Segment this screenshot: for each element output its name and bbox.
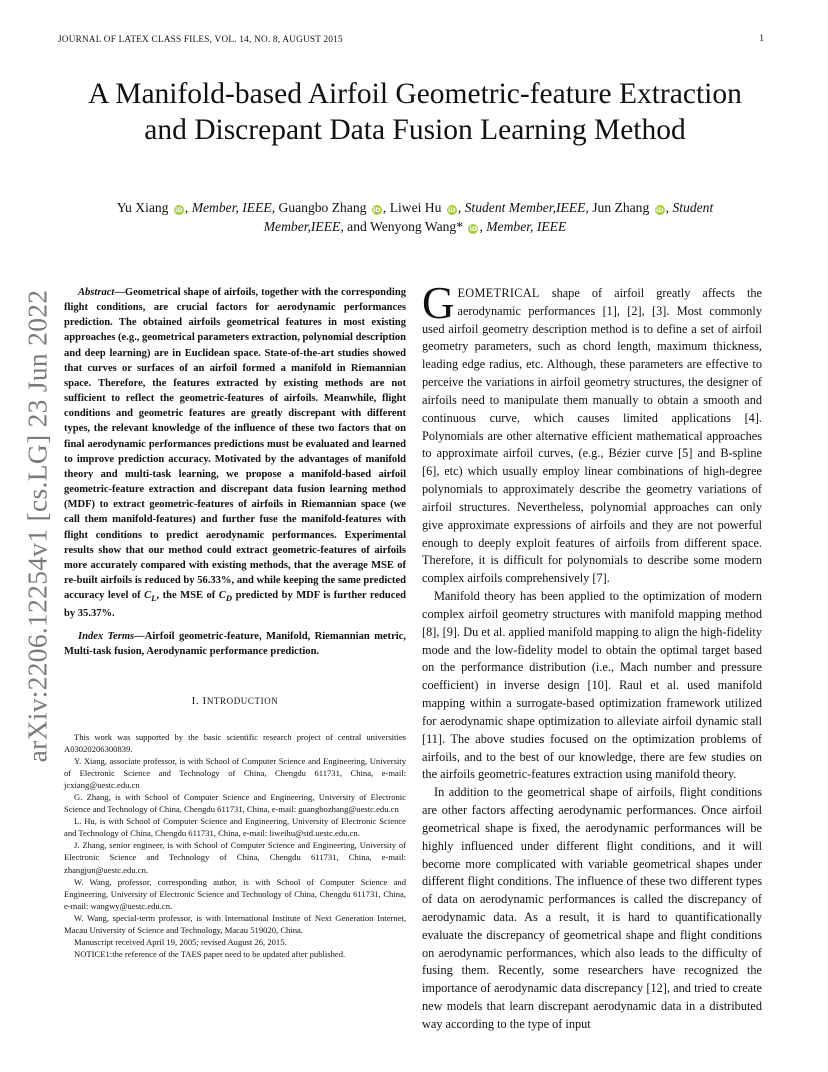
footnote: J. Zhang, senior engineer, is with School of Computer Science and Engineering, University of Electronic Science and Technology of China, Chengdu 611731, China, e-mail: zhangjun@uestc.edu.cn. xyxy=(64,840,406,875)
section-initial: I xyxy=(202,695,207,707)
paragraph: In addition to the geometrical shape of airfoils, flight conditions are other factors affecting aerodynamic performances. Once airfoil geometrical shape is fixed, the aerodynamic performances will be highly influenced under different flight conditions, and it will become more complicated with variable geometrical shapes under different flight conditions. The influence of these two different types of data on aerodynamic performances is called the discrepancy of aerodynamic data. As a result, it is hard to quantificationally evaluate the discrepancy of geometrical shape and flight conditions on aerodynamic performances, which also leads to the difficulty of fusing them. Recently, some researchers have recognized the importance of aerodynamic data discrepancy [12], and tried to create new models that learn discrepant aerodynamic data in a distributed way according to the type of input xyxy=(422,785,762,1031)
orcid-icon[interactable]: iD xyxy=(448,206,456,214)
math-cd: C xyxy=(218,590,226,602)
footnotes xyxy=(64,731,406,960)
footnote: This work was supported by the basic scientific research project of central universities A03020206300839. xyxy=(64,732,406,755)
author-role: Student Member,IEEE, xyxy=(263,200,714,234)
author-role: Member, IEEE, xyxy=(191,200,276,215)
orcid-icon[interactable]: iD xyxy=(373,206,381,214)
arxiv-identifier: arXiv:2206.12254v1 [cs.LG] 23 Jun 2022 xyxy=(21,289,52,763)
abstract xyxy=(64,285,406,622)
author-connector: and xyxy=(347,219,367,234)
abstract-text-mid: , the MSE of xyxy=(156,590,219,602)
footnote: W. Wang, professor, corresponding author, is with School of Computer Science and Engineering, University of Electronic Science and Technology of China, Chengdu 611731, China, e-mail: wangwy@uestc.edu.cn. xyxy=(64,876,406,911)
page-number: 1 xyxy=(759,34,764,44)
index-terms xyxy=(64,629,406,659)
footnote: G. Zhang, is with School of Computer Science and Engineering, University of Electronic Science and Technology of China, Chengdu 611731, China, e-mail: guangbozhang@uestc.edu.cn xyxy=(64,792,406,815)
paragraph-text: shape of airfoil greatly affects the aerodynamic performances [1], [2], [3]. Most commonly used airfoil geometry description method is to define a set of airfoil geometry parameters, such as chord length, maximum thickness, leading edge radius, etc. Although, these parameters are effective to perceive the variations in airfoil geometry structures, the designer of airfoils need to manipulate them manually to obtain a smooth and continuous curve, which causes limited applications [4]. Polynomials are other alternative efficient mathematical approaches to approximate airfoil curves, (e.g., Bézier curve [5] and B-spline [6], etc) which usually employ linear combinations of high-degree polynomials to approximately describe the geometry variations of airfoil structures. Nevertheless, polynomial approaches can only give approximate expressions of airfoils and they are not powerful enough to deeply exploit features of airfoils from different space. Therefore, it is difficult for polynomials to describe some modern complex airfoils comprehensively [7]. xyxy=(422,286,762,586)
arxiv-stamp xyxy=(10,289,64,763)
paragraph xyxy=(422,278,762,588)
paragraph: Manifold theory has been applied to the optimization of modern complex airfoil geometry structures with manifold mapping method [8], [9]. Du et al. applied manifold mapping to align the high-fidelity mode and the low-fidelity model to obtain the optimal target based on the performance distribution (i.e., Mach number and pressure coefficient) in inverse design [10]. Raul et al. used manifold mapping within a surrogate-based optimization framework utilized for aerodynamic shape optimization to alleviate airfoil dynamic stall [11]. The above studies focused on the optimization problems of airfoils, and to the best of our knowledge, there are few studies on the airfoils geometric-features extraction using manifold theory. xyxy=(422,589,762,782)
footnote: NOTICE1:the reference of the TAES paper need to be updated after published. xyxy=(74,948,346,959)
author-role: Student Member,IEEE, xyxy=(464,200,589,215)
orcid-icon[interactable]: iD xyxy=(175,206,183,214)
paper-title: A Manifold-based Airfoil Geometric-feature Extraction and Discrepant Data Fusion Learning Method xyxy=(88,78,742,146)
orcid-icon[interactable]: iD xyxy=(469,225,478,233)
section-numeral: I. xyxy=(191,695,200,707)
introduction-body xyxy=(422,278,762,1034)
author-name: Liwei Hu xyxy=(389,200,442,215)
index-terms-label: Index Terms xyxy=(78,631,135,642)
abstract-text-end: predicted by MDF is further reduced by 35.37%. xyxy=(64,590,407,620)
author-list: Yu Xiang iD , Member, IEEE, Guangbo Zhang iD , Liwei Hu iD , Student Member,IEEE, Jun Zhang iD , Student Member,IEEE, and Wenyong Wang* iD , Member, IEEE xyxy=(116,200,714,234)
math-cl: C xyxy=(144,590,152,602)
index-terms-text: —Airfoil geometric-feature, Manifold, Riemannian metric, Multi-task fusion, Aerodynamic performance prediction. xyxy=(64,631,407,658)
abstract-label: Abstract xyxy=(78,287,115,298)
footnote: Y. Xiang, associate professor, is with School of Computer Science and Engineering, University of Electronic Science and Technology of China, Chengdu 611731, China, e-mail: jcxiang@uestc.edu.cn xyxy=(64,756,406,791)
math-cl-sub: L xyxy=(151,593,157,604)
author-name: Wenyong Wang* xyxy=(369,219,464,234)
math-cd-sub: D xyxy=(225,593,233,604)
running-header: JOURNAL OF LATEX CLASS FILES, VOL. 14, NO. 8, AUGUST 2015 xyxy=(58,34,343,44)
orcid-icon[interactable]: iD xyxy=(655,206,664,214)
footnote: Manuscript received April 19, 2005; revised August 26, 2015. xyxy=(74,936,287,947)
author-name: Guangbo Zhang xyxy=(278,200,367,215)
footnote: W. Wang, special-term professor, is with International Institute of Next Generation Internet, Macau University of Science and Technology, Macau 519020, China. xyxy=(64,912,406,935)
author-role: Member, IEEE xyxy=(486,219,567,234)
section-heading xyxy=(64,695,406,707)
abstract-text: —Geometrical shape of airfoils, together with the corresponding flight conditions, are crucial factors for aerodynamic performances prediction. The obtained airfoils geometrical features in most existing approaches (e.g., geometrical parameters extraction, polynomial description and deep learning) are in Euclidean space. State-of-the-art studies showed that curves or surfaces of an airfoil formed a manifold in Riemannian space. Therefore, the features extracted by existing methods are not sufficient to reflect the geometric-features of airfoils. Meanwhile, flight conditions and geometric features are greatly discrepant with different types, the relevant knowledge of the influence of these two factors that on final aerodynamic performances predictions must be evaluated and learned to improve prediction accuracy. Motivated by the advantages of manifold theory and multi-task learning, we propose a manifold-based airfoil geometric-feature extraction and discrepant data fusion learning method (MDF) to extract geometric-features of airfoils in Riemannian space (we call them manifold-features) and further fuse the manifold-features with flight conditions to predict aerodynamic performances. Experimental results show that our method could extract geometric-features of airfoils more accurately compared with existing methods, that the average MSE of re-built airfoils is reduced by 56.33%, and while keeping the same predicted accuracy level of xyxy=(64,287,406,602)
lead-caps: EOMETRICAL xyxy=(457,286,540,300)
footnote: L. Hu, is with School of Computer Science and Engineering, University of Electronic Science and Technology of China, Chengdu 611731, China, e-mail: liweihu@std.uestc.edu.cn. xyxy=(64,816,406,839)
drop-cap: G xyxy=(422,278,455,328)
section-title-rest: NTRODUCTION xyxy=(206,696,279,706)
author-name: Jun Zhang xyxy=(592,200,650,215)
author-name: Yu Xiang xyxy=(116,200,169,215)
